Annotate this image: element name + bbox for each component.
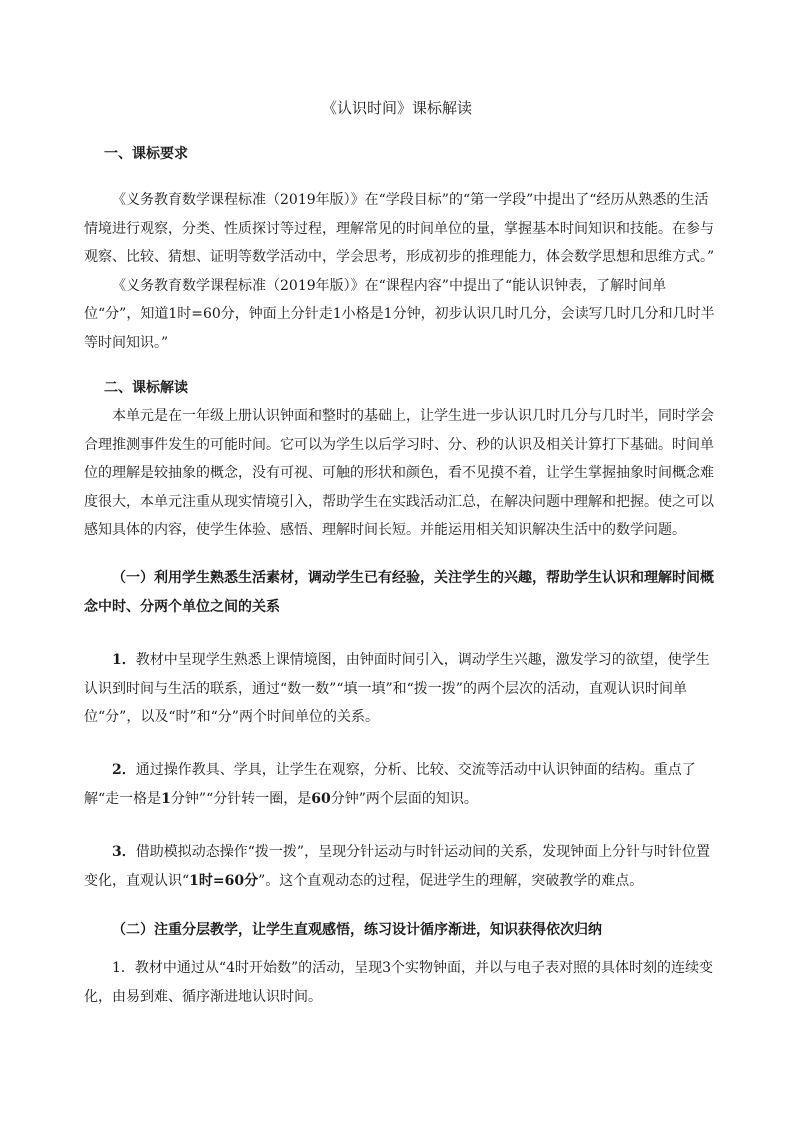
paragraph: 《义务教育数学课程标准（2019年版）》在“学段目标”的“第一学段”中提出了“经历从熟悉的生活情境进行观察，分类、性质探讨等过程，理解常见的时间单位的量，掌握基本时间知识和技能。在参与观察、比较、猜想、证明等数学活动中，学会思考，形成初步的推理能力，体会数学思想和思维方式。” bbox=[84, 192, 715, 265]
section-heading-requirements: 一、课标要求 bbox=[104, 146, 188, 162]
list-item bbox=[84, 646, 720, 732]
subsection-heading-text: （二）注重分层教学，让学生直观感悟，练习设计循序渐进，知识获得依次归纳 bbox=[112, 922, 602, 938]
subsection-heading-2 bbox=[84, 916, 720, 945]
item-text: 通过操作教具、学具，让学生在观察，分析、比较、交流等活动中认识钟面的结构。重点了解“走一格是 bbox=[84, 762, 696, 807]
item-text: 借助模拟动态操作“拨一拨”，呈现分针运动与时针运动间的关系，发现钟面上分针与时针位置变化，直观认识“ bbox=[84, 844, 711, 889]
subsection-heading-text: （一）利用学生熟悉生活素材，调动学生已有经验，关注学生的兴趣，帮助学生认识和理解时间概念中时、分两个单位之间的关系 bbox=[84, 570, 714, 615]
item-text: 教材中呈现学生熟悉上课情境图，由钟面时间引入，调动学生兴趣，激发学习的欲望，使学生认识到时间与生活的联系，通过“数一数”“填一填”和“拨一拨”的两个层次的活动，直观认识时间单位“分”，以及“时”和“分”两个时间单位的关系。 bbox=[84, 652, 710, 725]
item-bold-value: 1时=60分 bbox=[189, 872, 259, 889]
item-text: 分钟”“分针转一圈，是 bbox=[170, 790, 312, 807]
list-item bbox=[84, 954, 720, 1011]
section-requirements-body bbox=[84, 186, 720, 357]
item-bold-value: 1 bbox=[161, 790, 171, 807]
section-heading-interpretation: 二、课标解读 bbox=[104, 380, 188, 396]
item-number: 3． bbox=[112, 844, 136, 860]
item-text: ”。这个直观动态的过程，促进学生的理解，突破教学的难点。 bbox=[258, 872, 644, 889]
paragraph: 《义务教育数学课程标准（2019年版）》在“课程内容”中提出了“能认识钟表，了解时间单位“分”，知道1时=60分，钟面上分针走1小格是1分钟，初步认识几时几分，会读写几时几分和几时半等时间知识。” bbox=[84, 277, 715, 351]
item-text: 分钟”两个层面的知识。 bbox=[330, 790, 478, 807]
paragraph: 本单元是在一年级上册认识钟面和整时的基础上，让学生进一步认识几时几分与几时半，同时学会合理推测事件发生的可能时间。它可以为学生以后学习时、分、秒的认识及相关计算打下基础。时间单位的理解是较抽象的概念，没有可视、可触的形状和颜色，看不见摸不着，让学生掌握抽象时间概念难度很大，本单元注重从现实情境引入，帮助学生在实践活动汇总，在解决问题中理解和把握。使之可以感知具体的内容，使学生体验、感悟、理解时间长短。并能运用相关知识解决生活中的数学问题。 bbox=[84, 408, 714, 538]
item-bold-value: 60 bbox=[311, 790, 331, 807]
subsection-heading-1 bbox=[84, 564, 720, 621]
item-text: 1．教材中通过从“4时开始数”的活动，呈现3个实物钟面，并以与电子表对照的具体时刻的连续变化，由易到难、循序渐进地认识时间。 bbox=[84, 960, 714, 1005]
document-title: 《认识时间》课标解读 bbox=[321, 99, 472, 117]
list-item bbox=[84, 756, 720, 813]
item-number: 2． bbox=[112, 762, 136, 778]
item-number: 1． bbox=[112, 652, 136, 668]
list-item bbox=[84, 838, 720, 895]
section-interpretation-body bbox=[84, 402, 720, 545]
